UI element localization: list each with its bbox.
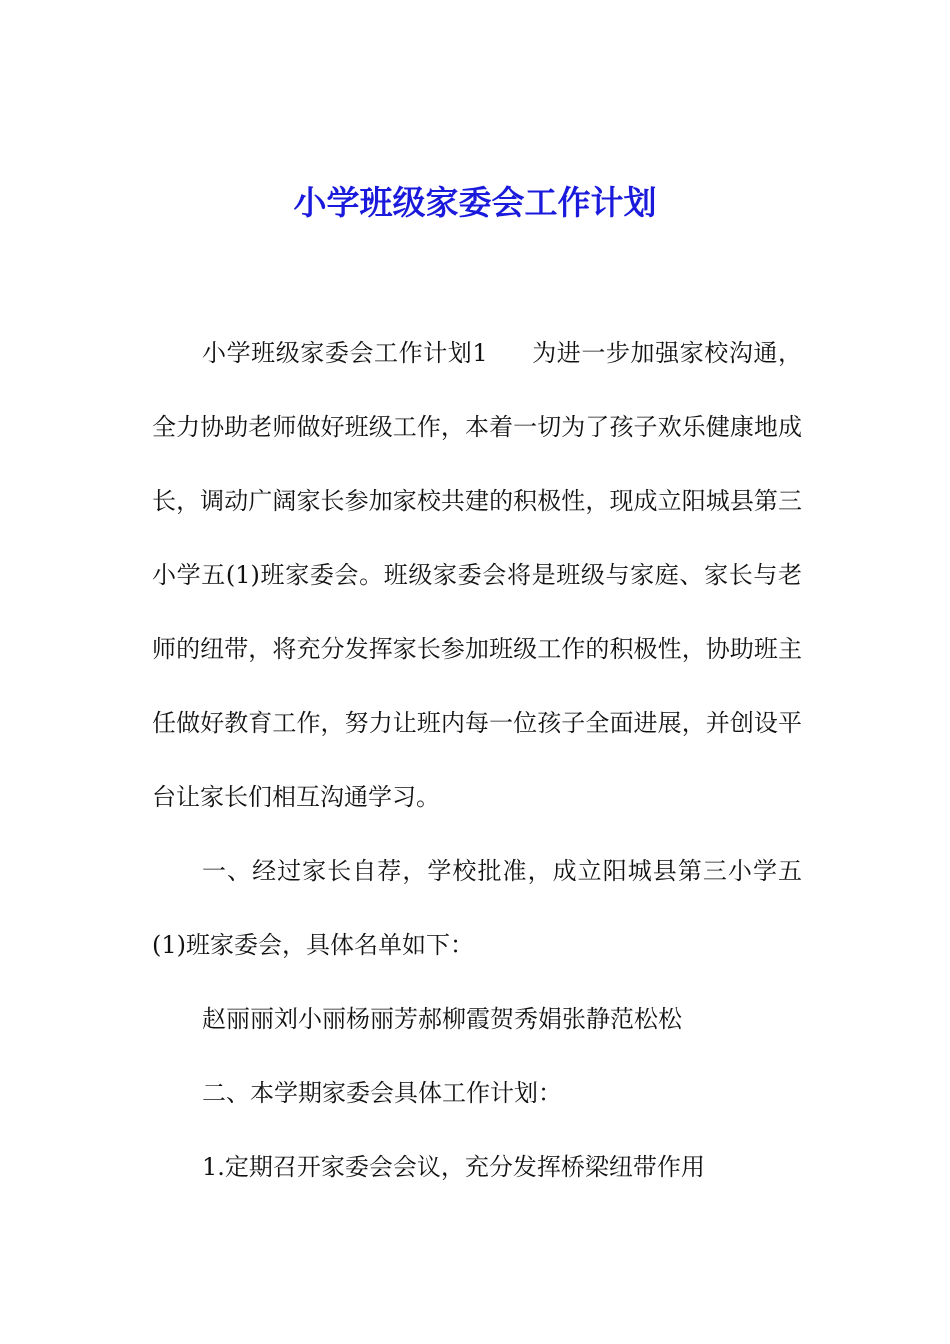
paragraph-intro xyxy=(152,316,802,834)
paragraph-section-heading: 二、本学期家委会具体工作计划： xyxy=(202,1079,562,1107)
paragraph-text: 为进一步加强家校沟通，全力协助老师做好班级工作，本着一切为了孩子欢乐健康地成长，调动广阔家长参加家校共建的积极性，现成立阳城县第三小学五(1)班家委会。班级家委会将是班级与家庭、家长与老师的纽带，将充分发挥家长参加班级工作的积极性，协助班主任做好教育工作，努力让班内每一位孩子全面进展，并创设平台让家长们相互沟通学习。 xyxy=(152,339,802,811)
paragraph-item-1: 1.定期召开家委会会议，充分发挥桥梁纽带作用 xyxy=(202,1153,705,1181)
paragraph-member-list: 赵丽丽刘小丽杨丽芳郝柳霞贺秀娟张静范松松 xyxy=(202,1005,682,1033)
paragraph-committee-formation: 一、经过家长自荐，学校批准，成立阳城县第三小学五(1)班家委会，具体名单如下： xyxy=(152,857,802,959)
document-title: 小学班级家委会工作计划 xyxy=(293,183,657,222)
paragraph-lead: 小学班级家委会工作计划1 xyxy=(202,339,488,367)
